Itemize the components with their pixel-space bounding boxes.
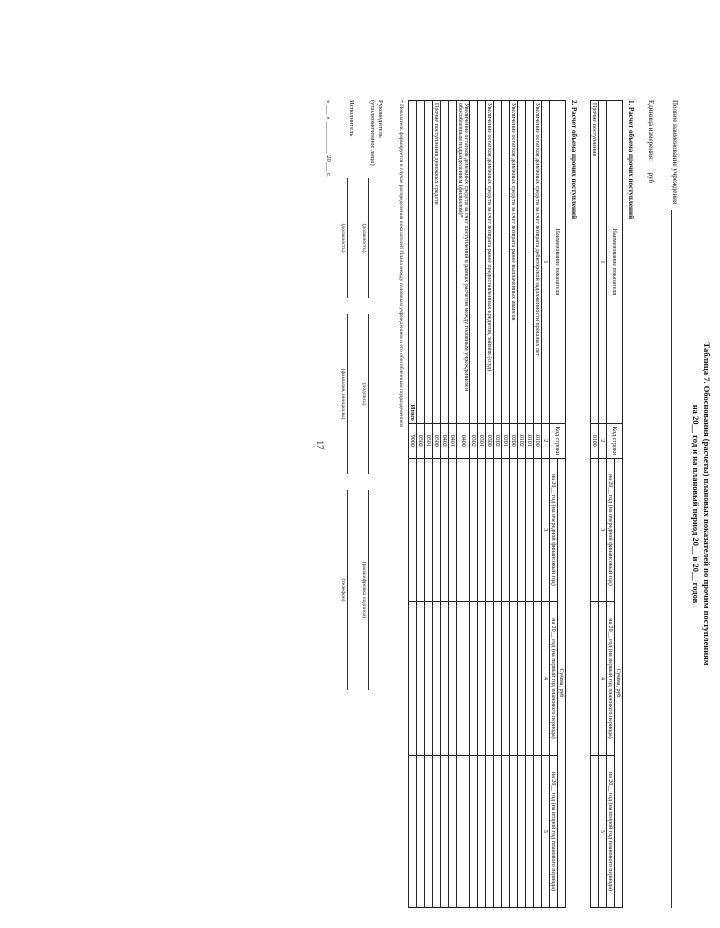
row-code: 0402 [441, 423, 449, 458]
row-name [417, 101, 425, 424]
value-cell [510, 755, 518, 907]
value-cell [486, 755, 494, 907]
full-name-row [671, 100, 680, 908]
value-cell [534, 458, 542, 601]
value-cell [417, 458, 425, 601]
s2-header-sum: Сумма, руб [558, 458, 566, 907]
value-cell [470, 755, 478, 907]
value-cell [425, 601, 433, 755]
executor-phone-line [340, 490, 356, 690]
s2-num: 1 [542, 101, 550, 424]
value-cell [441, 458, 449, 601]
row-name: Прочие поступления денежных средств [433, 101, 441, 424]
table-row [534, 101, 542, 908]
s1-header-name: Наименование показателя [607, 101, 623, 424]
head-label: Руководитель (уполномоченное лицо) [369, 100, 384, 166]
caption: (расшифровка подписи) [361, 561, 367, 619]
value-cell [478, 601, 486, 755]
table-row [518, 101, 526, 908]
value-cell [470, 601, 478, 755]
caption: (должность) [340, 223, 346, 253]
caption: (фамилия, инициалы) [340, 368, 346, 420]
row-name [449, 101, 457, 424]
unit-row [647, 100, 655, 908]
full-name-label: Полное наименование учреждения [671, 100, 679, 205]
table-row [417, 101, 425, 908]
value-cell [441, 601, 449, 755]
value-cell [457, 601, 470, 755]
value-cell [441, 755, 449, 907]
row-name: Увеличение остатков денежных средств за счет поступлений в рамках расчетов между головным учреждением и обособленным подразделением (филиалом)* [457, 101, 470, 424]
signature-block [320, 100, 390, 908]
value-cell [502, 458, 510, 601]
value-cell [502, 601, 510, 755]
s1-num: 1 [599, 101, 607, 424]
s2-col-numbers [542, 101, 550, 908]
full-name-line [671, 210, 680, 908]
row-code: 0100 [591, 423, 599, 458]
value-cell [433, 601, 441, 755]
value-cell [486, 458, 494, 601]
title-line-2: на 20__ год и на плановый период 20__ и 20__ годов [691, 404, 701, 604]
s2-header-code: Код строки [550, 423, 566, 458]
value-cell [449, 755, 457, 907]
row-code: 0102 [518, 423, 526, 458]
value-cell [425, 755, 433, 907]
table-row [502, 101, 510, 908]
value-cell [470, 458, 478, 601]
row-name [494, 101, 502, 424]
value-cell [502, 755, 510, 907]
value-cell [510, 601, 518, 755]
section2-body [417, 101, 542, 908]
value-cell [494, 601, 502, 755]
row-name: Увеличение остатков денежных средств за счет возврата дебиторской задолженности прошлых лет [534, 101, 542, 424]
value-cell [409, 458, 417, 601]
s1-col-numbers [599, 101, 607, 908]
value-cell [494, 755, 502, 907]
s1-header-code: Код строки [607, 423, 623, 458]
row-name [441, 101, 449, 424]
head-position-line [361, 178, 377, 298]
value-cell [494, 458, 502, 601]
caption: (подпись) [361, 382, 367, 406]
table-row [591, 101, 599, 908]
value-cell [417, 755, 425, 907]
s2-num: 3 [542, 458, 550, 601]
table-row [449, 101, 457, 908]
section1-title: 1. Расчет объема прочих поступлений [627, 100, 635, 220]
value-cell [409, 601, 417, 755]
row-name [518, 101, 526, 424]
row-code: 0301 [478, 423, 486, 458]
value-cell [591, 458, 599, 601]
footnote: * Показатель формируется в случае распределения показателей Плана между головным учреждением и его обособленным подразделением [398, 100, 404, 427]
table-row [494, 101, 502, 908]
value-cell [409, 755, 417, 907]
total-label: Итого [409, 101, 417, 424]
s1-col-y2: на 20__ год (на первый год планового периода) [607, 601, 615, 755]
s2-num: 5 [542, 755, 550, 907]
s2-col-y3: на 20__ год (на второй год планового периода) [550, 755, 558, 907]
table-row [510, 101, 518, 908]
table-row [486, 101, 494, 908]
table-row [425, 101, 433, 908]
s1-col-y1: на 20__ год (на очередной финансовый год) [607, 458, 615, 601]
value-cell [518, 601, 526, 755]
table-row [433, 101, 441, 908]
s1-header-sum: Сумма, руб [615, 458, 623, 907]
date-row [325, 100, 332, 908]
value-cell [449, 458, 457, 601]
total-code: 9000 [409, 423, 417, 458]
row-code: 0202 [494, 423, 502, 458]
row-name [470, 101, 478, 424]
date-text: « ___ » __________ 20___ г. [325, 100, 332, 177]
value-cell [591, 755, 599, 907]
row-name [526, 101, 534, 424]
row-code: 0502 [417, 423, 425, 458]
s1-col-y3: на 20__ год (на второй год планового периода) [607, 755, 615, 907]
value-cell [433, 458, 441, 601]
section2-title: 2. Расчет объема прочих поступлений [570, 100, 578, 220]
value-cell [457, 755, 470, 907]
row-code: 0501 [425, 423, 433, 458]
s1-num: 2 [599, 423, 607, 458]
s2-col-y1: на 20__ год (на очередной финансовый год) [550, 458, 558, 601]
s2-num: 2 [542, 423, 550, 458]
executor-label: Исполнитель [348, 100, 355, 137]
head-signature-line [361, 314, 377, 474]
s2-num: 4 [542, 601, 550, 755]
value-cell [510, 458, 518, 601]
row-code: 0400 [457, 423, 470, 458]
s2-header-name: Наименование показателя [550, 101, 566, 424]
s1-num: 4 [599, 601, 607, 755]
s1-num: 3 [599, 458, 607, 601]
s1-num: 5 [599, 755, 607, 907]
value-cell [486, 601, 494, 755]
row-name: Увеличение остатков денежных средств за счет возврата ранее предоставленных кредитов, займов (ссуд) [486, 101, 494, 424]
value-cell [457, 458, 470, 601]
table-row [470, 101, 478, 908]
value-cell [526, 755, 534, 907]
document-sheet [120, 80, 720, 928]
value-cell [433, 755, 441, 907]
executor-position-line [340, 178, 356, 298]
unit-value: руб [647, 172, 655, 184]
head-sign-row [361, 100, 384, 908]
row-code: 0101 [526, 423, 534, 458]
section2-table [408, 100, 566, 908]
row-code: 0300 [486, 423, 494, 458]
value-cell [526, 458, 534, 601]
value-cell [534, 755, 542, 907]
value-cell [518, 755, 526, 907]
unit-label: Единица измерения: [647, 100, 655, 161]
row-code: 0201 [502, 423, 510, 458]
section1-table [590, 100, 623, 908]
executor-sign-row [340, 100, 356, 908]
value-cell [449, 601, 457, 755]
row-name [425, 101, 433, 424]
caption: (должность) [361, 223, 367, 253]
value-cell [478, 458, 486, 601]
row-name: Увеличение остатков денежных средств за счет возврата ранее выплаченных авансов [510, 101, 518, 424]
row-name [502, 101, 510, 424]
row-code: 0401 [449, 423, 457, 458]
title-line-1: Таблица 7. Обоснования (расчеты) плановых показателей по прочим поступлениям [702, 342, 712, 666]
value-cell [534, 601, 542, 755]
table-row [441, 101, 449, 908]
value-cell [417, 601, 425, 755]
head-decoding-line [361, 490, 377, 690]
row-name [478, 101, 486, 424]
row-code: 0302 [470, 423, 478, 458]
table-row [457, 101, 470, 908]
table-row [478, 101, 486, 908]
page-number: 17 [315, 440, 325, 450]
value-cell [425, 458, 433, 601]
row-name: Прочие поступления [591, 101, 599, 424]
value-cell [478, 755, 486, 907]
row-code: 0100 [534, 423, 542, 458]
caption: (телефон) [340, 578, 346, 602]
table-row [526, 101, 534, 908]
row-code: 0500 [433, 423, 441, 458]
document-title [690, 100, 712, 908]
value-cell [518, 458, 526, 601]
row-code: 0200 [510, 423, 518, 458]
value-cell [526, 601, 534, 755]
value-cell [591, 601, 599, 755]
s2-col-y2: на 20__ год (на первый год планового периода) [550, 601, 558, 755]
executor-fio-line [340, 314, 356, 474]
total-row [409, 101, 417, 908]
